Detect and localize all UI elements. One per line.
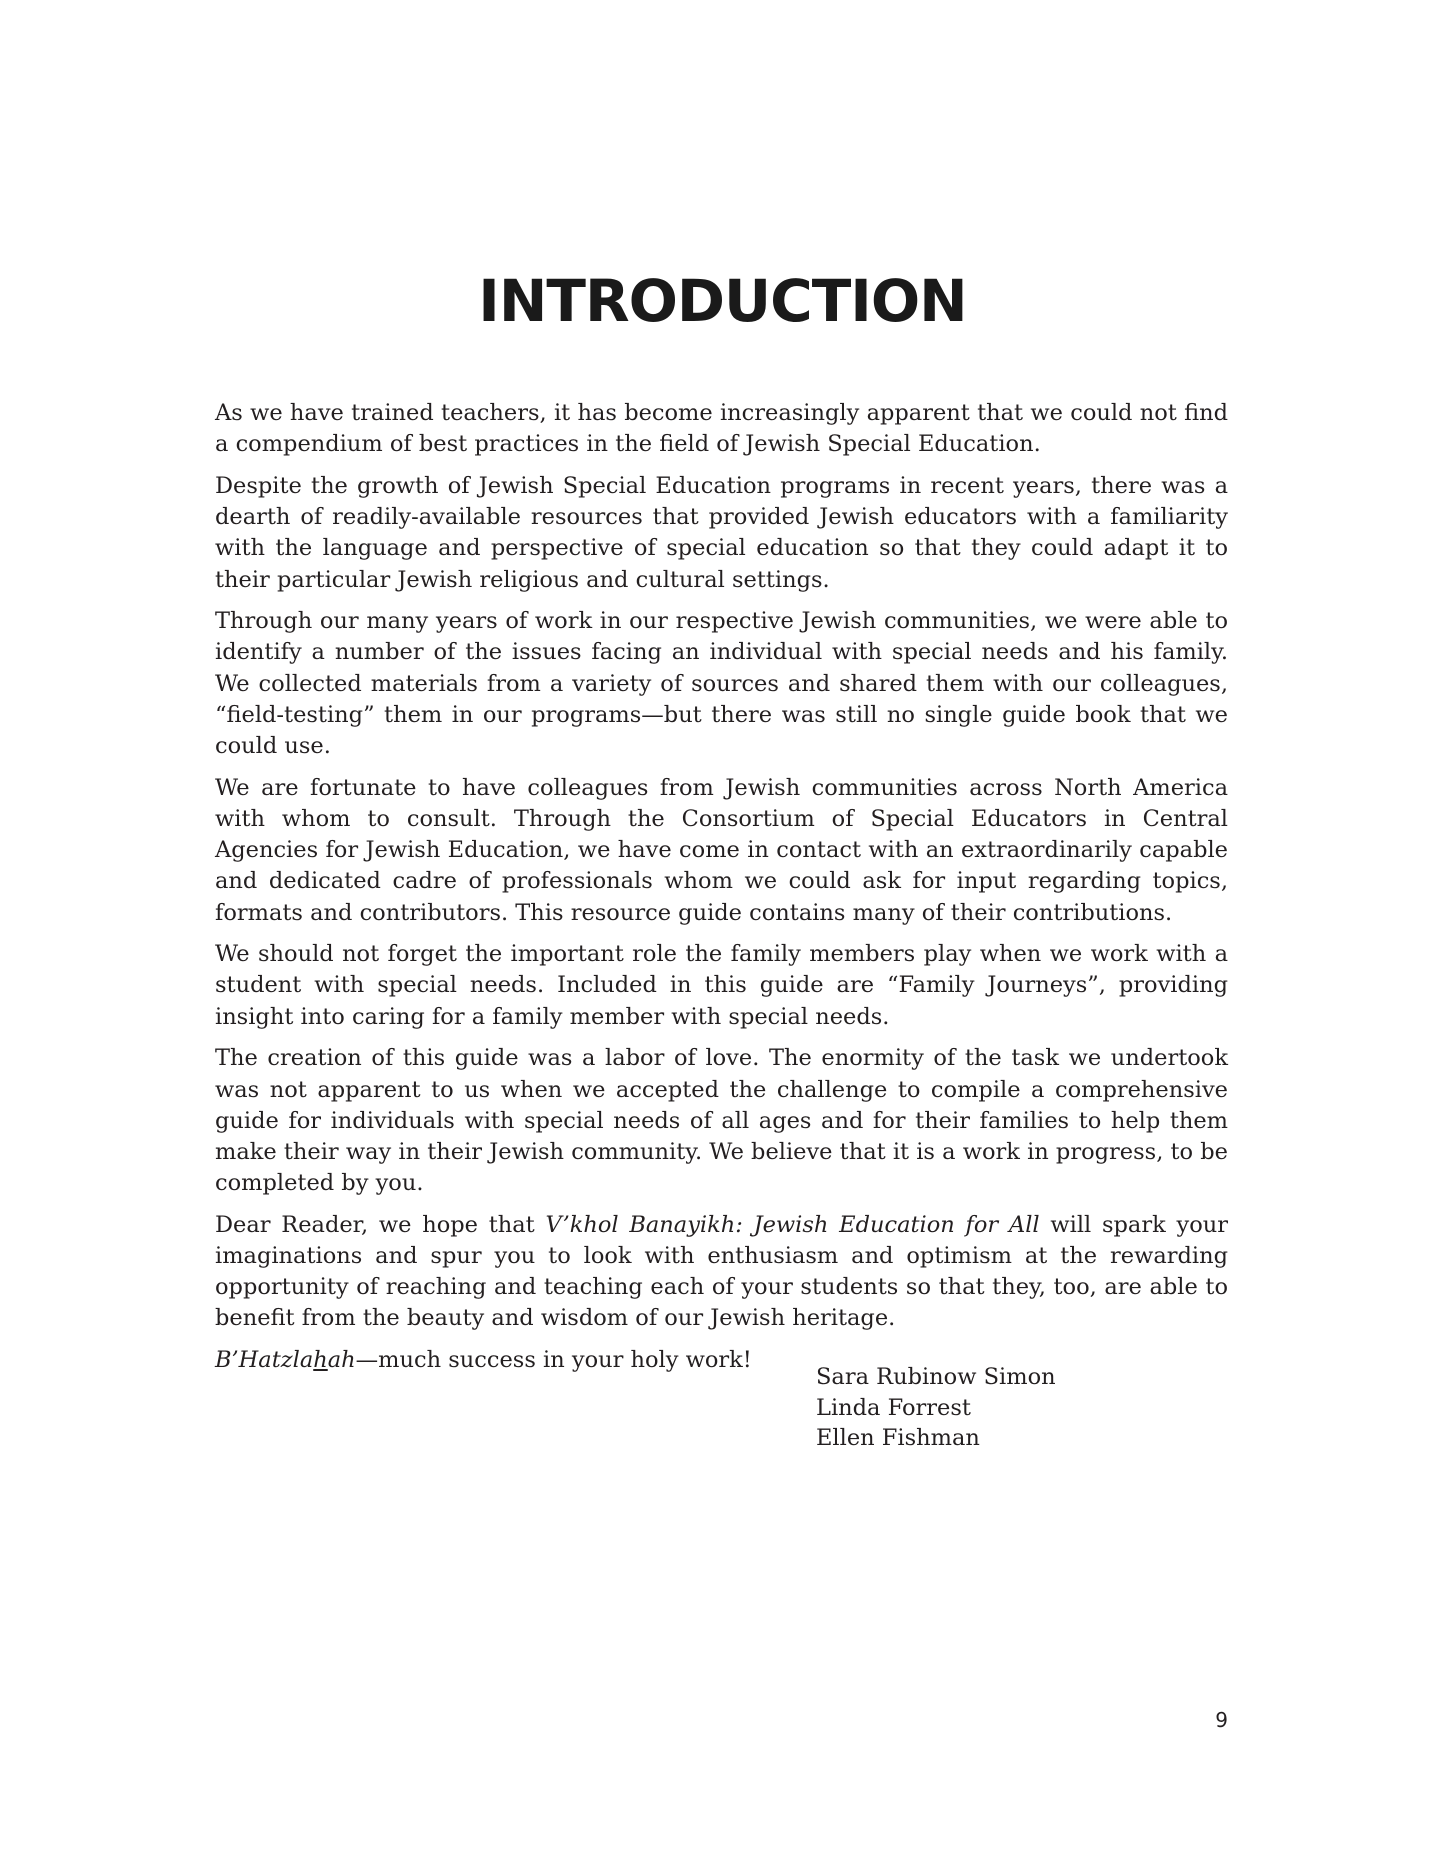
paragraph-7 bbox=[215, 1210, 1228, 1335]
paragraph-1: As we have trained teachers, it has become increasingly apparent that we could not find a compendium of best practices in the field of Jewish Special Education. bbox=[215, 400, 1228, 458]
hebrew-blessing-underlined: h bbox=[313, 1347, 328, 1374]
page-number: 9 bbox=[1215, 1708, 1228, 1732]
introduction-body bbox=[215, 398, 1228, 1387]
hebrew-blessing-part1: B’Hatzla bbox=[215, 1347, 314, 1374]
signature-name: Sara Rubinow Simon bbox=[816, 1364, 1056, 1390]
closing-line bbox=[215, 1345, 1228, 1376]
paragraph-5: We should not forget the important role the family members play when we work with a student with special needs. Included in this guide are “Family Journeys”, providing insight into caring for a family member with special needs. bbox=[215, 941, 1228, 1030]
hebrew-blessing-part2: ah bbox=[327, 1347, 356, 1374]
signature-name: Linda Forrest bbox=[816, 1394, 971, 1421]
book-title: V’khol Banayikh: Jewish Education for All bbox=[545, 1211, 1040, 1238]
signature-block bbox=[816, 1362, 1056, 1454]
paragraph-6: The creation of this guide was a labor of love. The enormity of the task we undertook was not apparent to us when we accepted the challenge to compile a comprehensive guide for individuals with special needs of all ages and for their families to help them make their way in their Jewish community. We believe that it is a work in progress, to be completed by you. bbox=[215, 1045, 1228, 1197]
paragraph-2: Despite the growth of Jewish Special Education programs in recent years, there was a dearth of readily-available resources that provided Jewish educators with a familiarity with the language and perspective of special education so that they could adapt it to their particular Jewish religious and cultural settings. bbox=[215, 472, 1228, 593]
hebrew-blessing bbox=[215, 1347, 356, 1373]
paragraph-4: We are fortunate to have colleagues from Jewish communities across North America with whom to consult. Through the Consortium of Special Educators in Central Agencies for Jewish Education, we have come in contact with an extraordinarily capable and dedicated cadre of professionals whom we could ask for input regarding topics, formats and contributors. This resource guide contains many of their contributions. bbox=[215, 774, 1228, 926]
reader-text-before: Dear Reader, we hope that bbox=[215, 1211, 546, 1238]
reader-text-after: will spark your imaginations and spur you to look with enthusiasm and optimism at the rewarding opportunity of reaching and teaching each of your students so that they, too, are able to benefit from the beauty and wisdom of our Jewish heritage. bbox=[215, 1211, 1228, 1332]
closing-text: —much success in your holy work! bbox=[355, 1347, 752, 1374]
page-title: INTRODUCTION bbox=[478, 267, 967, 335]
paragraph-3: Through our many years of work in our respective Jewish communities, we were able to identify a number of the issues facing an individual with special needs and his family. We collected materials from a variety of sources and shared them with our colleagues, “field-testing” them in our programs—but there was still no single guide book that we could use. bbox=[215, 608, 1228, 760]
signature-name: Ellen Fishman bbox=[816, 1425, 980, 1451]
